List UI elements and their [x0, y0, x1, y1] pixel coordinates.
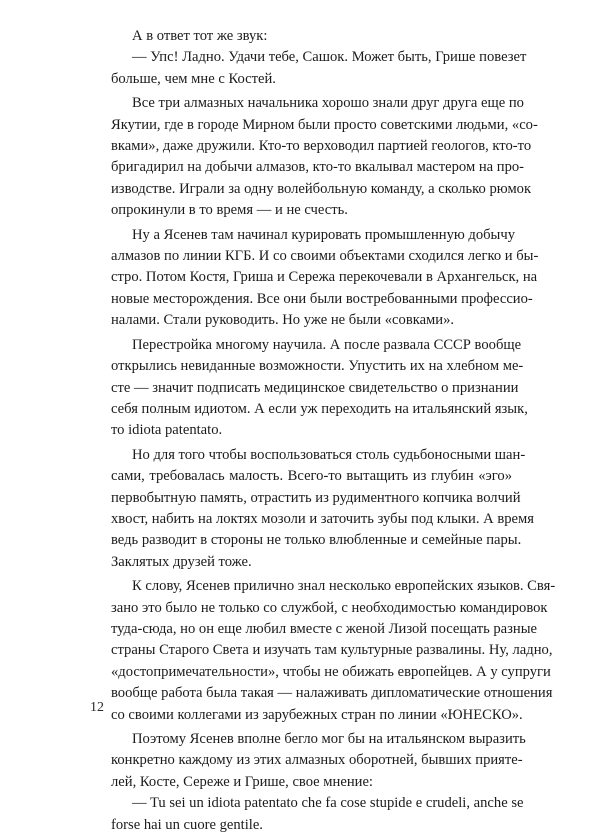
- paragraph-4: [90, 225, 539, 332]
- text-line: Поэтому Ясенев вполне бегло мог бы на итальянском выразить: [132, 731, 526, 747]
- text-line: открылись невиданные возможности. Упустить их на хлебном ме-: [111, 358, 524, 375]
- text-line: себя полным идиотом. А если уж переходить на итальянский язык,: [111, 400, 528, 417]
- page-number: 12: [90, 700, 104, 715]
- paragraph-6: [90, 445, 534, 573]
- text-line: forse hai un cuore gentile.: [111, 816, 263, 833]
- text-line: вками», даже дружили. Кто-то верховодил партией геологов, кто-то: [111, 138, 532, 155]
- text-line: Ну а Ясенев там начинал курировать промышленную добычу: [132, 226, 515, 243]
- text-line: — Упс! Ладно. Удачи тебе, Сашок. Может быть, Грише повезет: [132, 49, 527, 66]
- text-line: К слову, Ясенев прилично знал несколько европейских языков. Свя-: [132, 578, 556, 595]
- text-line: бригадирил на добычи алмазов, кто-то вкалывал мастером на про-: [111, 159, 525, 176]
- paragraph-5: [90, 335, 528, 442]
- text-line: то idiota patentato.: [111, 422, 223, 439]
- text-line: зано это было не только со службой, с необходимостью командировок: [111, 599, 548, 616]
- text-line: изводстве. Играли за одну волейбольную команду, а сколько рюмок: [111, 180, 532, 197]
- text-line: сами, требовалась малость. Всего-то вытащить из глубин «эго»: [111, 468, 512, 485]
- text-line: алмазов по линии КГБ. И со своими объектами сходился легко и бы-: [111, 248, 539, 265]
- text-line: Перестройка многому научила. А после развала СССР вообще: [132, 336, 522, 353]
- text-line: Заклятых друзей тоже.: [111, 553, 252, 570]
- text-line: туда-сюда, но он еще любил вместе с женой Лизой посещать разные: [111, 620, 538, 637]
- page-body: [90, 26, 556, 836]
- text-line: ведь разводит в стороны не только влюбленные и семейные пары.: [111, 532, 522, 549]
- text-line: новые месторождения. Все они были востребованными профессио-: [111, 290, 533, 307]
- text-line: лей, Косте, Сереже и Грише, свое мнение:: [111, 773, 373, 790]
- text-line: Якутии, где в городе Мирном были просто советскими людьми, «со-: [111, 116, 538, 133]
- paragraph-2: [90, 47, 527, 90]
- text-line: хвост, набить на локтях мозоли и заточить зубы под клыки. А время: [111, 510, 534, 527]
- text-line: первобытную память, отрастить из рудиментного копчика волчий: [111, 489, 521, 506]
- paragraph-3: [90, 93, 538, 221]
- text-line: сте — значит подписать медицинское свидетельство о признании: [111, 379, 519, 396]
- text-line: — Tu sei un idiota patentato che fa cose stupide e crudeli, anche se: [132, 795, 524, 812]
- paragraph-9: [90, 793, 524, 836]
- text-line: А в ответ тот же звук:: [132, 28, 268, 44]
- text-line: конкретно каждому из этих алмазных оборотней, бывших прияте-: [111, 752, 523, 769]
- text-line: «достопримечательности», чтобы не обижать европейцев. А у супруги: [111, 663, 551, 680]
- text-line: налами. Стали руководить. Но уже не были «совками».: [111, 312, 455, 329]
- paragraph-7: [90, 576, 556, 726]
- paragraph-1: [90, 26, 512, 47]
- text-line: больше, чем мне с Костей.: [111, 70, 276, 87]
- text-line: Все три алмазных начальника хорошо знали друг друга еще по: [132, 95, 524, 112]
- text-line: вообще работа была такая — налаживать дипломатические отношения: [111, 685, 553, 702]
- text-line: страны Старого Света и изучать там культурные развалины. Ну, ладно,: [111, 642, 553, 659]
- text-line: Но для того чтобы воспользоваться столь судьбоносными шан-: [132, 446, 526, 463]
- text-line: опрокинули в то время — и не счесть.: [111, 202, 348, 219]
- paragraph-8: [90, 729, 526, 793]
- text-line: со своими коллегами из зарубежных стран по линии «ЮНЕСКО».: [111, 706, 523, 723]
- text-line: стро. Потом Костя, Гриша и Сережа перекочевали в Архангельск, на: [111, 269, 538, 286]
